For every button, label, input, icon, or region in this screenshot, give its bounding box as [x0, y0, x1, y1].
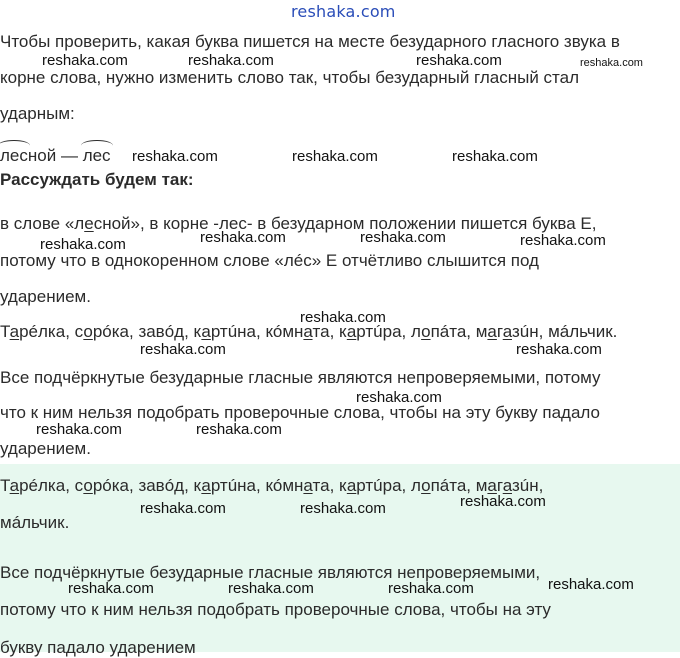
watermark: reshaka.com [40, 236, 126, 253]
word-part: к [193, 322, 202, 341]
underlined-vowel: а [9, 322, 20, 341]
reason-line-2: потому что в однокоренном слове «лéс» Е отчётливо слышится под [0, 251, 539, 270]
word-part: рóка, [92, 322, 139, 341]
watermark: reshaka.com [140, 500, 226, 517]
watermark: reshaka.com [200, 229, 286, 246]
watermark: reshaka.com [580, 57, 643, 69]
word-part: г [496, 322, 503, 341]
word-part: г [496, 476, 503, 495]
example-root-2: лес [82, 146, 111, 165]
word-part: пáта, [430, 476, 476, 495]
watermark: reshaka.com [460, 493, 546, 510]
underlined-vowel: а [201, 322, 211, 341]
example-dash: — [60, 146, 78, 165]
rule-line-1: Чтобы проверить, какая буква пишется на месте безударного гласного звука в [0, 32, 620, 51]
word [75, 476, 139, 495]
word [138, 476, 193, 495]
word [194, 322, 266, 341]
word [138, 322, 193, 341]
word-part: к [193, 476, 202, 495]
word [194, 476, 266, 495]
underlined-vowel: а [502, 322, 512, 341]
watermark: reshaka.com [360, 229, 446, 246]
underlined-vowel: а [346, 476, 357, 495]
conclusion-line-2: что к ним нельзя подобрать проверочные слова, чтобы на эту букву падало [0, 403, 600, 422]
word [411, 322, 476, 341]
word-part: óд, [164, 476, 194, 495]
conclusion-line-1: Все подчёркнутые безударные гласные являются непроверяемыми, потому [0, 368, 601, 387]
word-part: л [410, 322, 422, 341]
word-part: м [475, 476, 488, 495]
word-part: та, [312, 476, 340, 495]
reason-line-1-start: в слове «л [0, 214, 85, 233]
word-part: зúн, [511, 476, 544, 495]
site-title[interactable]: reshaka.com [291, 2, 396, 21]
word-part: зав [138, 476, 165, 495]
underlined-vowel: а [502, 476, 512, 495]
word-part: м [475, 322, 488, 341]
watermark: reshaka.com [140, 341, 226, 358]
word-part: с [74, 476, 84, 495]
reason-underlined-vowel: е [84, 214, 94, 233]
watermark: reshaka.com [36, 421, 122, 438]
example-root-1: лес [0, 146, 28, 165]
word-part: к [339, 476, 347, 495]
rule-line-2: корне слова, нужно изменить слово так, чтобы безударный гласный стал [0, 68, 580, 87]
watermark: reshaka.com [388, 580, 474, 597]
word-part: óд, [164, 322, 194, 341]
conclusion-line-3: ударением. [0, 439, 91, 458]
word [503, 322, 618, 341]
watermark: reshaka.com [132, 148, 218, 165]
word [265, 476, 339, 495]
word [0, 322, 75, 341]
answer-conclusion-line-3: букву падало ударением [0, 638, 196, 657]
word-part: пáта, [430, 322, 476, 341]
underlined-vowel: о [83, 322, 93, 341]
underlined-vowel: а [201, 476, 211, 495]
word [476, 322, 503, 341]
answer-conclusion-line-1: Все подчёркнутые безударные гласные являются непроверяемыми, [0, 563, 541, 582]
underlined-vowel: а [303, 476, 313, 495]
word-part: ртúна, [210, 322, 266, 341]
watermark: reshaka.com [292, 148, 378, 165]
watermark: reshaka.com [228, 580, 314, 597]
underlined-vowel: а [487, 322, 497, 341]
watermark: reshaka.com [68, 580, 154, 597]
watermark: reshaka.com [188, 52, 274, 69]
watermark: reshaka.com [416, 52, 502, 69]
watermark: reshaka.com [300, 309, 386, 326]
word [0, 476, 75, 495]
underlined-vowel: а [487, 476, 497, 495]
underlined-vowel: о [421, 322, 431, 341]
watermark: reshaka.com [520, 232, 606, 249]
watermark: reshaka.com [196, 421, 282, 438]
word-part: кóмн [265, 476, 304, 495]
watermark: reshaka.com [548, 576, 634, 593]
word [75, 322, 139, 341]
word-part: ртúра, [356, 476, 411, 495]
underlined-vowel: о [421, 476, 431, 495]
word-part: Т [0, 476, 10, 495]
word-part: рéлка, [19, 476, 75, 495]
watermark: reshaka.com [356, 389, 442, 406]
word-part: Т [0, 322, 10, 341]
word-part: рéлка, [19, 322, 75, 341]
word-part: кóмн [265, 322, 304, 341]
example [0, 146, 111, 166]
watermark: reshaka.com [300, 500, 386, 517]
reason-heading: Рассуждать будем так: [0, 170, 194, 189]
word-part: к [339, 322, 347, 341]
word-part: рóка, [92, 476, 139, 495]
underlined-vowel: а [346, 322, 357, 341]
watermark: reshaka.com [452, 148, 538, 165]
word-part: с [74, 322, 84, 341]
watermark: reshaka.com [516, 341, 602, 358]
example-ending-1: ной [27, 146, 57, 165]
underlined-vowel: а [303, 322, 313, 341]
underlined-vowel: а [9, 476, 20, 495]
reason-line-1-end: сной», в корне -лес- в безударном положении пишется буква Е, [93, 214, 597, 233]
word-part: ртúра, [356, 322, 411, 341]
word-part: та, [312, 322, 340, 341]
word-part: л [410, 476, 422, 495]
answer-conclusion-line-2: потому что к ним нельзя подобрать проверочные слова, чтобы на эту [0, 600, 551, 619]
word-part: зав [138, 322, 165, 341]
answer-words-line-2: мáльчик. [0, 513, 70, 532]
word-part: ртúна, [210, 476, 266, 495]
reason-line-1 [0, 214, 596, 234]
underlined-vowel: о [83, 476, 93, 495]
watermark: reshaka.com [42, 52, 128, 69]
rule-line-3: ударным: [0, 104, 75, 123]
reason-line-3: ударением. [0, 287, 91, 306]
word [339, 476, 411, 495]
word-part: зúн, мáльчик. [511, 322, 618, 341]
